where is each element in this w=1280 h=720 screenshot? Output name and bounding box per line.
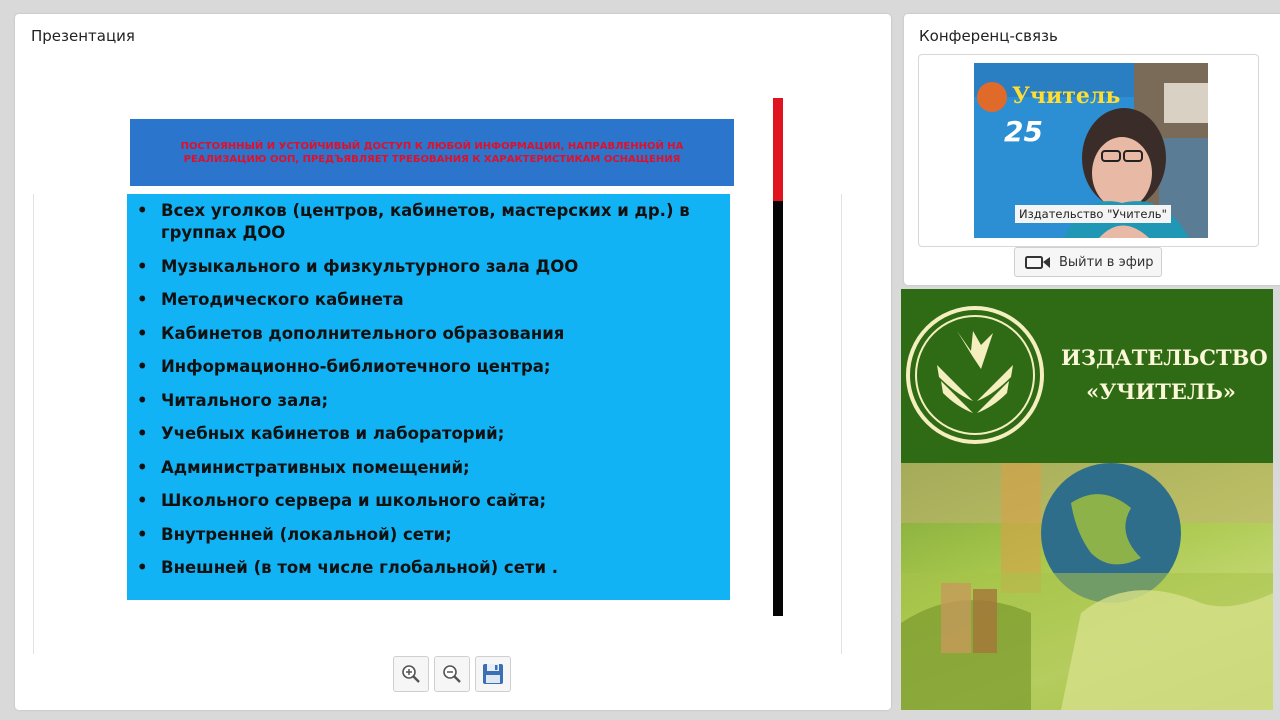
publisher-name xyxy=(1061,341,1268,409)
slide-list-item: • Информационно-библиотечного центра; xyxy=(137,356,716,378)
banner-image xyxy=(901,463,1273,710)
slide-header xyxy=(130,119,734,186)
slide-list-item: • Методического кабинета xyxy=(137,289,716,311)
conference-panel xyxy=(904,14,1280,285)
publisher-logo-icon xyxy=(901,289,1051,463)
slide-list-item: • Школьного сервера и школьного сайта; xyxy=(137,490,716,512)
slide-list-item: • Музыкального и физкультурного зала ДОО xyxy=(137,256,716,278)
zoom-out-button[interactable] xyxy=(434,656,470,692)
camera-icon xyxy=(1025,254,1051,270)
conference-title: Конференц-связь xyxy=(919,27,1058,45)
zoom-in-button[interactable] xyxy=(393,656,429,692)
video-caption: Издательство "Учитель" xyxy=(1015,205,1171,223)
go-on-air-label: Выйти в эфир xyxy=(1059,254,1154,270)
presentation-title: Презентация xyxy=(31,27,135,45)
publisher-name-line1: ИЗДАТЕЛЬСТВО xyxy=(1061,345,1268,370)
slide-accent-bar xyxy=(773,98,783,616)
slide-list-item: • Кабинетов дополнительного образования xyxy=(137,323,716,345)
slide-edge-right xyxy=(841,194,842,654)
books-globe-image xyxy=(901,463,1273,710)
svg-text:25: 25 xyxy=(1004,115,1043,148)
slide-content xyxy=(127,194,730,600)
go-on-air-button[interactable] xyxy=(1014,247,1162,277)
slide-header-text: ПОСТОЯННЫЙ И УСТОЙЧИВЫЙ ДОСТУП К ЛЮБОЙ ИНФОРМАЦИИ, НАПРАВЛЕННОЙ НА РЕАЛИЗАЦИЮ ООП, ПРЕДЪЯВЛЯЕТ ТРЕБОВАНИЯ К ХАРАКТЕРИСТИКАМ ОСНАЩЕНИЯ xyxy=(180,140,684,165)
presentation-panel xyxy=(15,14,891,710)
slide-list-item: • Внутренней (локальной) сети; xyxy=(137,524,716,546)
publisher-name-line2: «УЧИТЕЛЬ» xyxy=(1086,379,1236,404)
banner-top xyxy=(901,289,1273,463)
slide-list-item: • Административных помещений; xyxy=(137,457,716,479)
svg-text:Учитель: Учитель xyxy=(1012,83,1121,109)
zoom-out-icon xyxy=(441,663,463,685)
slide-edge-left xyxy=(33,194,34,654)
slide-list-item: • Внешней (в том числе глобальной) сети . xyxy=(137,557,716,579)
slide-list-item: • Читального зала; xyxy=(137,390,716,412)
save-button[interactable] xyxy=(475,656,511,692)
slide-accent-red xyxy=(773,98,783,201)
video-frame xyxy=(918,54,1259,247)
publisher-banner xyxy=(901,289,1273,710)
slide-list-item: • Учебных кабинетов и лабораторий; xyxy=(137,423,716,445)
zoom-in-icon xyxy=(400,663,422,685)
slide-list-item: • Всех уголков (центров, кабинетов, мастерских и др.) в группах ДОО xyxy=(137,200,716,244)
floppy-disk-icon xyxy=(481,662,505,686)
